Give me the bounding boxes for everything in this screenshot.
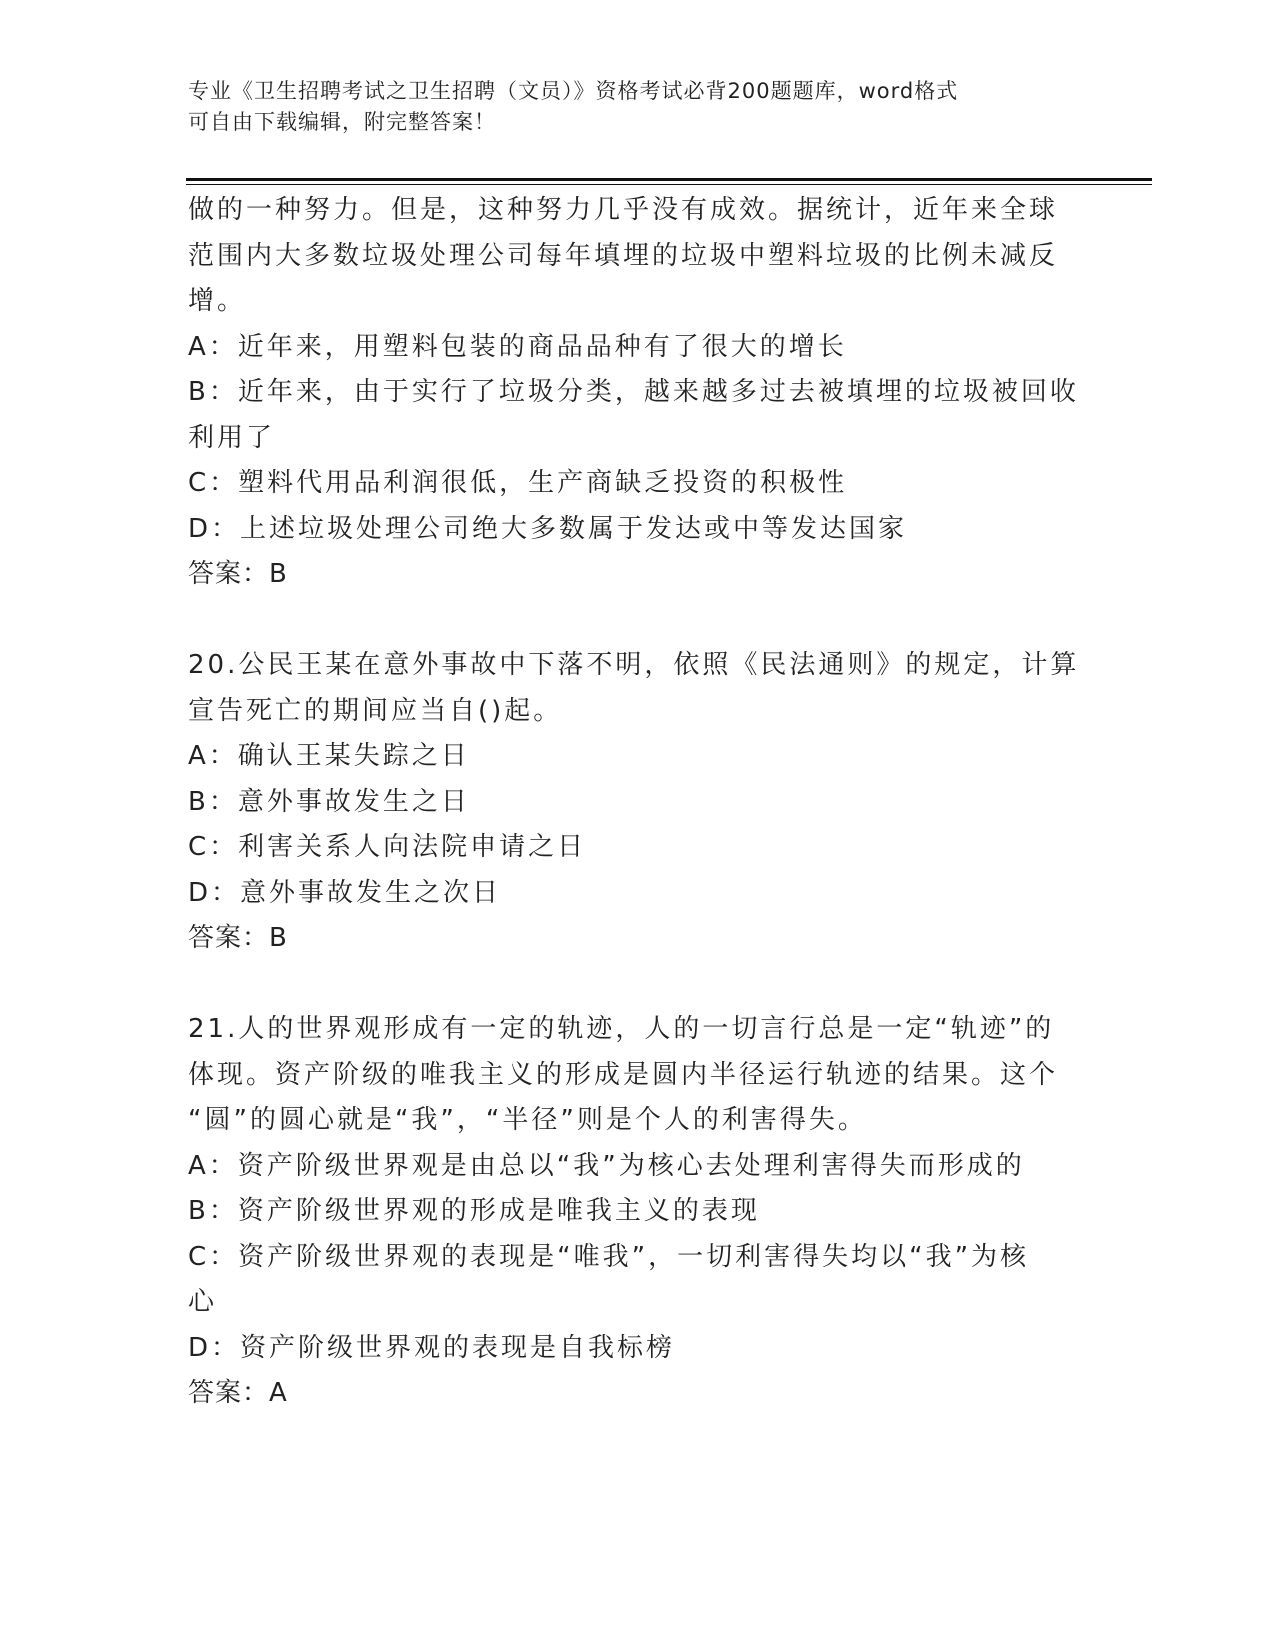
option-a: A：近年来，用塑料包装的商品品种有了很大的增长 bbox=[188, 331, 847, 362]
spacer bbox=[188, 598, 1088, 644]
document-header bbox=[188, 76, 1088, 138]
spacer bbox=[188, 962, 1088, 1008]
option-c: C：利害关系人向法院申请之日 bbox=[188, 832, 587, 862]
option-c-continued: 心 bbox=[188, 1287, 218, 1317]
question-text-line: 宣告死亡的期间应当自()起。 bbox=[188, 695, 563, 726]
option-d: D：上述垃圾处理公司绝大多数属于发达或中等发达国家 bbox=[188, 513, 908, 544]
question-text-line: 增。 bbox=[188, 286, 247, 316]
option-d: D：资产阶级世界观的表现是自我标榜 bbox=[188, 1332, 676, 1363]
option-b-continued: 利用了 bbox=[188, 422, 276, 453]
question-continued bbox=[188, 188, 1088, 598]
question-text-line: 做的一种努力。但是，这种努力几乎没有成效。据统计，近年来全球 bbox=[188, 195, 1059, 225]
option-c: C：资产阶级世界观的表现是“唯我”，一切利害得失均以“我”为核 bbox=[188, 1241, 1030, 1272]
option-a: A：资产阶级世界观是由总以“我”为核心去处理利害得失而形成的 bbox=[188, 1150, 1025, 1181]
option-d: D：意外事故发生之次日 bbox=[188, 877, 502, 908]
option-a: A：确认王某失踪之日 bbox=[188, 741, 470, 771]
question-text-line: 范围内大多数垃圾处理公司每年填埋的垃圾中塑料垃圾的比例未减反 bbox=[188, 240, 1059, 271]
question-text-line: 20.公民王某在意外事故中下落不明，依照《民法通则》的规定，计算 bbox=[188, 650, 1080, 680]
option-b: B：资产阶级世界观的形成是唯我主义的表现 bbox=[188, 1196, 760, 1226]
question-20 bbox=[188, 643, 1088, 962]
option-b: B：意外事故发生之日 bbox=[188, 786, 470, 817]
answer-line: 答案：A bbox=[188, 1378, 288, 1408]
answer-line: 答案：B bbox=[188, 923, 288, 953]
document-body bbox=[188, 188, 1088, 1417]
answer-line: 答案：B bbox=[188, 559, 288, 589]
question-text-line: 21.人的世界观形成有一定的轨迹，人的一切言行总是一定“轨迹”的 bbox=[188, 1014, 1055, 1044]
question-21 bbox=[188, 1007, 1088, 1417]
option-c: C：塑料代用品利润很低，生产商缺乏投资的积极性 bbox=[188, 468, 848, 498]
header-title-line1: 专业《卫生招聘考试之卫生招聘（文员）》资格考试必背200题题库，word格式 bbox=[188, 79, 959, 103]
header-title-line2: 可自由下载编辑，附完整答案！ bbox=[188, 110, 496, 134]
option-b: B：近年来，由于实行了垃圾分类，越来越多过去被填埋的垃圾被回收 bbox=[188, 377, 1079, 407]
header-divider-thick bbox=[186, 178, 1152, 181]
header-divider-thin bbox=[186, 184, 1152, 185]
question-text-line: 体现。资产阶级的唯我主义的形成是圆内半径运行轨迹的结果。这个 bbox=[188, 1059, 1059, 1090]
question-text-line: “圆”的圆心就是“我”，“半径”则是个人的利害得失。 bbox=[188, 1105, 867, 1135]
